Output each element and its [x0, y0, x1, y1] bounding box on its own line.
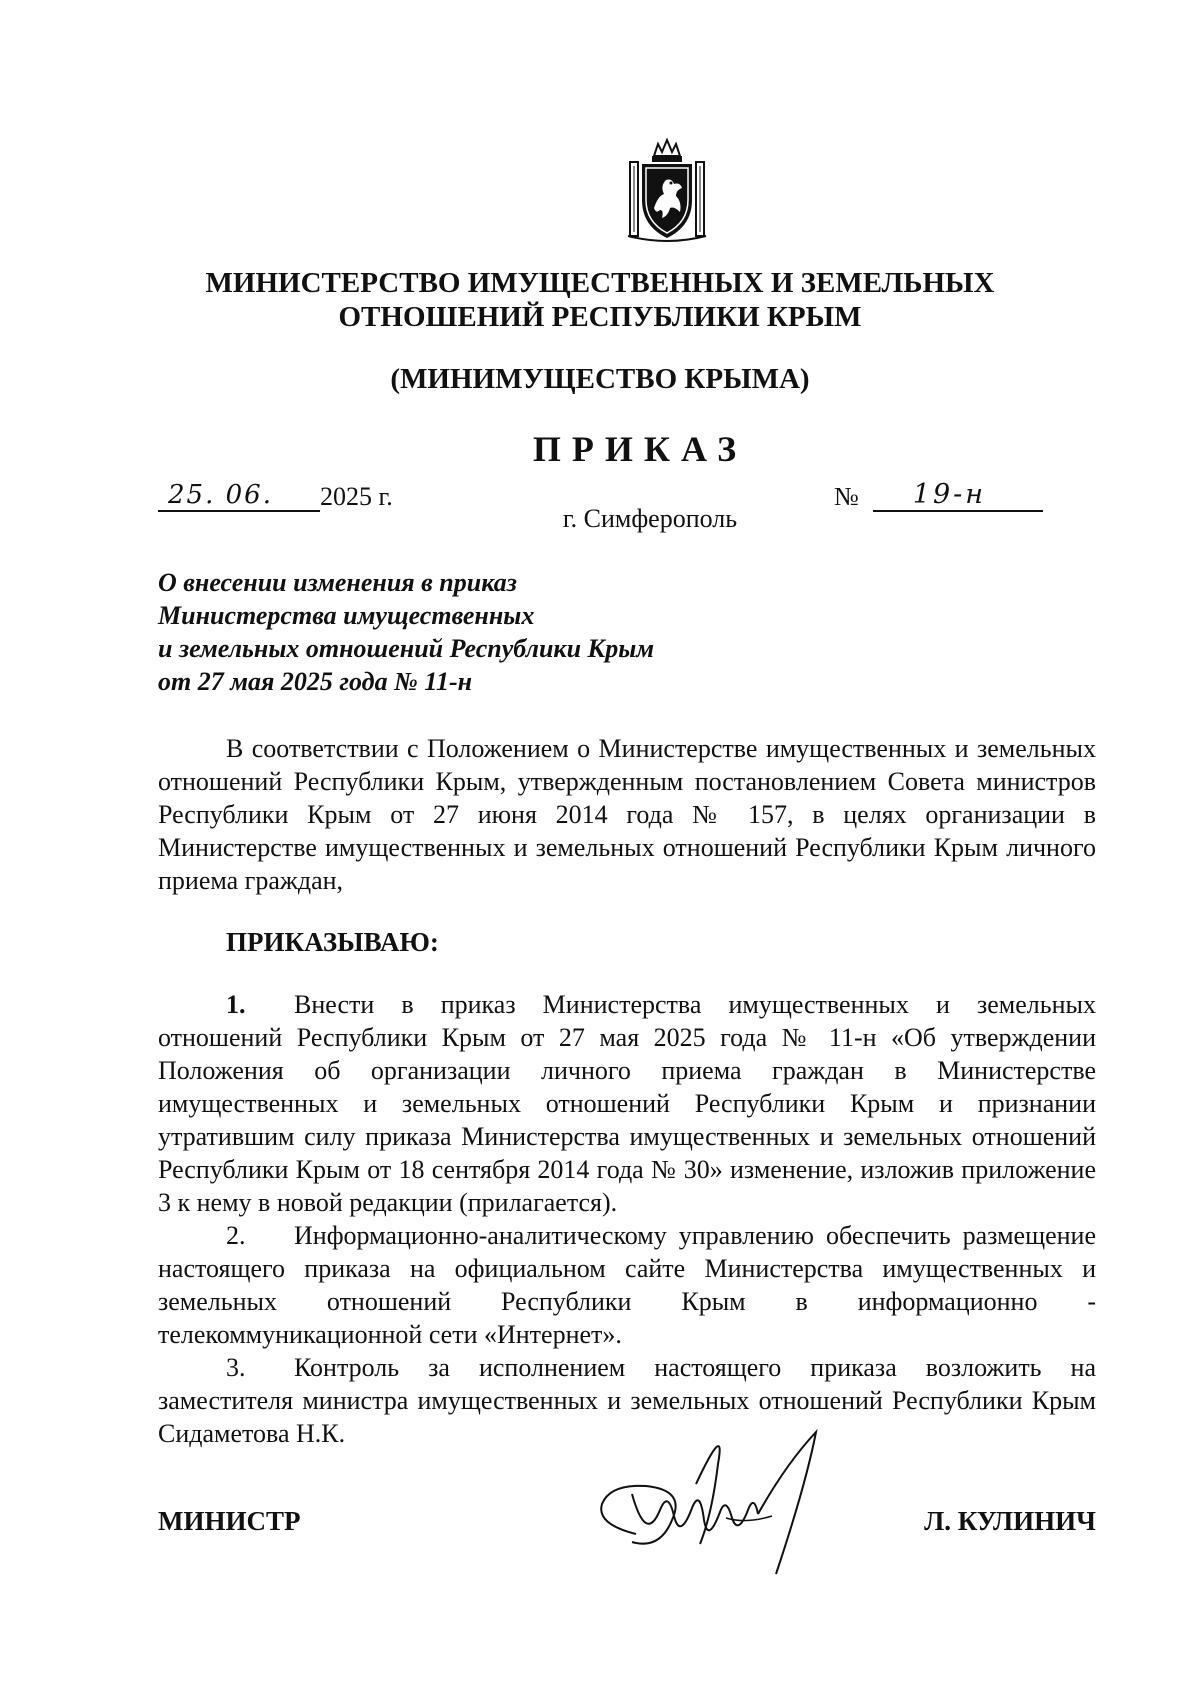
coat-of-arms-icon: [624, 138, 710, 242]
decree-word: ПРИКАЗЫВАЮ:: [226, 927, 439, 957]
ministry-short-name: (МИНИМУЩЕСТВО КРЫМА): [390, 363, 810, 395]
subject-line: О внесении изменения в приказ: [158, 568, 517, 597]
handwritten-number: 19-н: [912, 479, 987, 510]
item-number: 2.: [226, 1221, 246, 1250]
item-text: Контроль за исполнением настоящего приказа возложить на заместителя министра имущественных и земельных отношений Республики Крым Сидаметова Н.К.: [158, 1353, 1096, 1448]
number-sign: №: [834, 482, 859, 511]
number-underline: [873, 474, 1043, 512]
item-number: 1.: [226, 990, 246, 1019]
ministry-title: [160, 266, 1040, 334]
order-date: [158, 474, 393, 512]
item-text: Информационно-аналитическому управлению обеспечить размещение настоящего приказа на официальном сайте Министерства имущественных и земельных отношений Республики Крым в информационно - телекоммуникационной сети «Интернет».: [158, 1221, 1096, 1349]
item-number: 3.: [226, 1353, 246, 1382]
order-item: [158, 988, 1096, 1219]
order-number: [834, 474, 1043, 512]
order-subject: [158, 566, 654, 698]
preamble-paragraph: В соответствии с Положением о Министерстве имущественных и земельных отношений Республики Крым, утвержденным постановлением Совета министров Республики Крым от 27 июня 2014 года № 157, в целях организации в Министерстве имущественных и земельных отношений Республики Крым личного приема граждан,: [158, 734, 1096, 895]
city: г. Симферополь: [562, 504, 738, 533]
signer-position: МИНИСТР: [158, 1506, 301, 1536]
signer-name: Л. КУЛИНИЧ: [924, 1506, 1096, 1536]
date-underline: [158, 474, 320, 512]
item-text: Внести в приказ Министерства имущественных и земельных отношений Республики Крым от 27 мая 2025 года № 11-н «Об утверждении Положения об организации личного приема граждан в Министерстве имущественных и земельных отношений Республики Крым и признании утратившим силу приказа Министерства имущественных и земельных отношений Республики Крым от 18 сентября 2014 года № 30» изменение, изложив приложение 3 к нему в новой редакции (прилагается).: [158, 990, 1096, 1217]
ministry-title-line2: ОТНОШЕНИЙ РЕСПУБЛИКИ КРЫМ: [338, 301, 862, 333]
signature-icon: [576, 1424, 846, 1594]
handwritten-date: 25. 06.: [168, 480, 273, 510]
order-items: [158, 988, 1096, 1450]
subject-line: Министерства имущественных: [158, 601, 535, 630]
year-suffix: 2025 г.: [320, 482, 393, 511]
order-item: [158, 1219, 1096, 1351]
ministry-title-line1: МИНИСТЕРСТВО ИМУЩЕСТВЕННЫХ И ЗЕМЕЛЬНЫХ: [205, 267, 995, 299]
subject-line: от 27 мая 2025 года № 11-н: [158, 667, 473, 696]
order-title: ПРИКАЗ: [532, 429, 748, 469]
subject-line: и земельных отношений Республики Крым: [158, 634, 655, 663]
